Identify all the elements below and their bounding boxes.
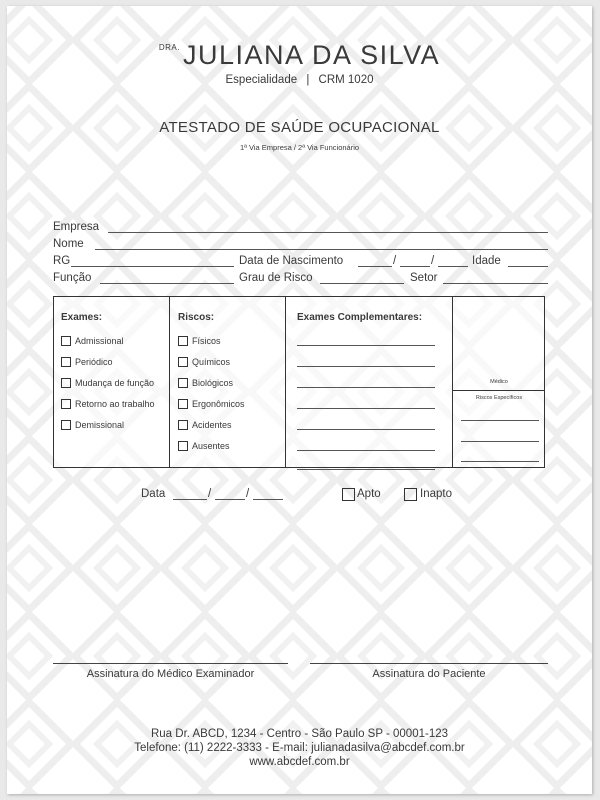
setor-label: Setor [410, 272, 438, 284]
exame-label: Retorno ao trabalho [75, 399, 155, 409]
risco-especifico-line[interactable] [461, 420, 539, 421]
date-slash: / [393, 255, 397, 267]
complementar-line[interactable] [297, 469, 435, 470]
exames-heading: Exames: [61, 312, 103, 323]
inapto-checkbox[interactable] [404, 488, 417, 501]
checkbox[interactable] [61, 378, 71, 388]
birthdate-year-field[interactable] [438, 266, 468, 267]
empresa-label: Empresa [53, 221, 100, 233]
doctor-prefix: DRA. [158, 43, 180, 52]
table-divider [169, 297, 170, 467]
risco-label: Químicos [192, 357, 231, 367]
medico-divider [452, 390, 545, 391]
doctor-header [7, 40, 592, 71]
funcao-label: Função [53, 272, 92, 284]
grau-risco-label: Grau de Risco [239, 272, 313, 284]
exame-periodico[interactable] [61, 357, 113, 367]
data-label: Data [141, 488, 166, 500]
medico-signature-label: Assinatura do Médico Examinador [86, 668, 255, 680]
exame-retorno-trabalho[interactable] [61, 399, 155, 409]
separator: | [306, 74, 310, 86]
risco-ausentes[interactable] [178, 441, 230, 451]
data-month-field[interactable] [215, 499, 245, 500]
riscos-heading: Riscos: [178, 312, 215, 323]
exame-demissional[interactable] [61, 420, 124, 430]
data-year-field[interactable] [253, 499, 283, 500]
birthdate-month-field[interactable] [400, 266, 430, 267]
risco-label: Biológicos [192, 378, 234, 388]
risco-especifico-line[interactable] [461, 461, 539, 462]
checkbox[interactable] [61, 357, 71, 367]
birthdate-label: Data de Nascimento [239, 255, 344, 267]
riscos-especificos-label: Riscos Específicos [475, 395, 523, 401]
exam-table [53, 296, 545, 468]
document-subtitle: 1ª Via Empresa / 2ª Via Funcionário [239, 143, 360, 152]
document-title: ATESTADO DE SAÚDE OCUPACIONAL [159, 119, 440, 136]
complementar-line[interactable] [297, 408, 435, 409]
risco-label: Ausentes [192, 441, 230, 451]
risco-label: Físicos [192, 336, 221, 346]
exame-label: Demissional [75, 420, 125, 430]
rg-label: RG [53, 255, 71, 267]
risco-quimicos[interactable] [178, 357, 230, 367]
exame-mudanca-funcao[interactable] [61, 378, 154, 388]
funcao-field[interactable] [100, 283, 234, 284]
checkbox[interactable] [61, 336, 71, 346]
medico-signature-line[interactable] [53, 663, 288, 664]
footer-address: Rua Dr. ABCD, 1234 - Centro - São Paulo SP - 00001-123 [150, 728, 449, 740]
certificate-page [7, 6, 592, 794]
grau-risco-field[interactable] [320, 283, 404, 284]
footer-website: www.abcdef.com.br [249, 756, 350, 768]
checkbox[interactable] [178, 441, 188, 451]
apto-label: Apto [357, 488, 381, 500]
checkbox[interactable] [178, 420, 188, 430]
nome-label: Nome [53, 238, 84, 250]
footer-contact: Telefone: (11) 2222-3333 - E-mail: julianadasilva@abcdef.com.br [134, 742, 465, 754]
rg-field[interactable] [71, 266, 234, 267]
exame-label: Mudança de função [75, 378, 155, 388]
data-day-field[interactable] [173, 499, 207, 500]
risco-biologicos[interactable] [178, 378, 233, 388]
crm-number: CRM 1020 [318, 74, 374, 86]
checkbox[interactable] [178, 378, 188, 388]
checkbox[interactable] [178, 336, 188, 346]
doctor-name: JULIANA DA SILVA [183, 40, 441, 70]
medico-label: Médico [490, 379, 508, 385]
inapto-label: Inapto [420, 488, 452, 500]
table-divider [285, 297, 286, 467]
checkbox[interactable] [61, 420, 71, 430]
complementar-line[interactable] [297, 450, 435, 451]
complementar-line[interactable] [297, 387, 435, 388]
setor-field[interactable] [443, 283, 548, 284]
doctor-credentials [7, 74, 592, 86]
paciente-signature-line[interactable] [310, 663, 548, 664]
risco-label: Ergonômicos [192, 399, 245, 409]
complementar-line[interactable] [297, 345, 435, 346]
checkbox[interactable] [61, 399, 71, 409]
apto-checkbox[interactable] [342, 488, 355, 501]
checkbox[interactable] [178, 399, 188, 409]
specialty: Especialidade [225, 74, 298, 86]
empresa-field[interactable] [108, 232, 548, 233]
risco-fisicos[interactable] [178, 336, 221, 346]
complementar-line[interactable] [297, 366, 435, 367]
exame-admissional[interactable] [61, 336, 124, 346]
risco-especifico-line[interactable] [461, 441, 539, 442]
exame-label: Periódico [75, 357, 113, 367]
risco-label: Acidentes [192, 420, 232, 430]
nome-field[interactable] [95, 249, 548, 250]
exame-label: Admissional [75, 336, 124, 346]
date-slash: / [431, 255, 435, 267]
birthdate-day-field[interactable] [358, 266, 392, 267]
date-slash: / [246, 488, 250, 500]
date-slash: / [208, 488, 212, 500]
checkbox[interactable] [178, 357, 188, 367]
risco-ergonomicos[interactable] [178, 399, 245, 409]
idade-field[interactable] [508, 266, 548, 267]
idade-label: Idade [472, 255, 501, 267]
risco-acidentes[interactable] [178, 420, 232, 430]
complementar-line[interactable] [297, 429, 435, 430]
complementares-heading: Exames Complementares: [297, 312, 423, 323]
paciente-signature-label: Assinatura do Paciente [372, 668, 486, 680]
